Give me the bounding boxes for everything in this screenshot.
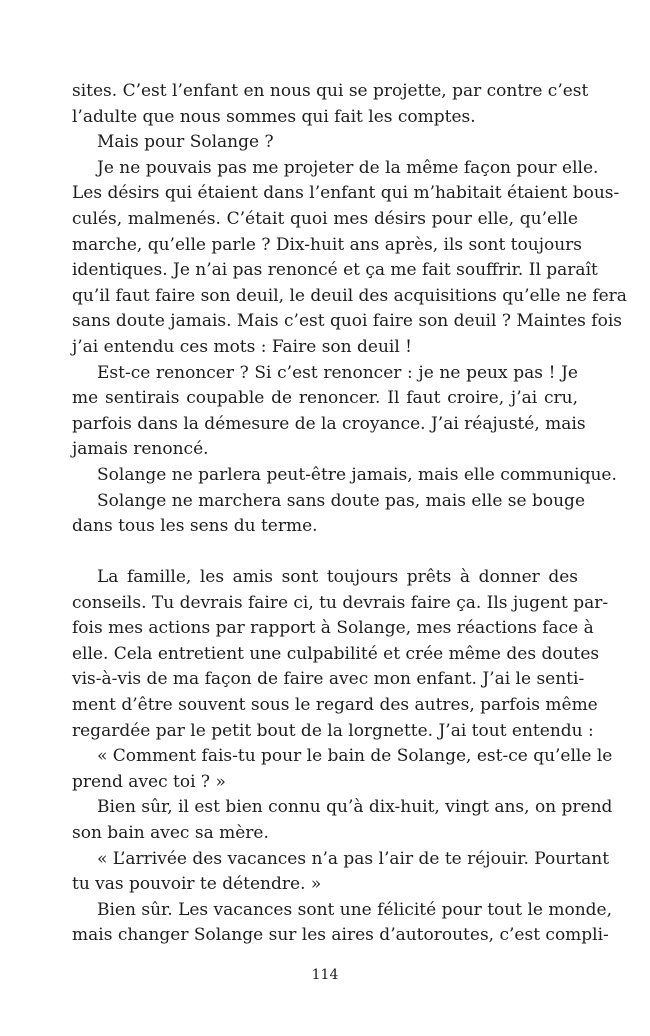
paragraph [72,795,613,846]
text-line: La famille, les amis sont toujours prêts à donner des [97,567,578,587]
text-line: sites. C’est l’enfant en nous qui se projette, par contre c’est [72,81,589,101]
text-line: regardée par le petit bout de la lorgnette. J’ai tout entendu : [72,720,594,741]
paragraph [72,156,627,361]
text-line: Les désirs qui étaient dans l’enfant qui m’habitait étaient bous- [72,183,620,204]
text-line: culés, malmenés. C’était quoi mes désirs pour elle, qu’elle [72,208,578,229]
text-line: l’adulte que nous sommes qui fait les comptes. [72,106,476,127]
text-line: Solange ne parlera peut-être jamais, mais elle communique. [97,464,617,485]
text-line: conseils. Tu devrais faire ci, tu devrais faire ça. Ils jugent par- [72,592,609,613]
text-line: mais changer Solange sur les aires d’autoroutes, c’est compli- [72,925,609,946]
text-line: elle. Cela entretient une culpabilité et crée même des doutes [72,643,600,664]
text-line: « Comment fais-tu pour le bain de Solange, est-ce qu’elle le [97,746,613,767]
text-line: son bain avec sa mère. [72,822,269,843]
paragraph [72,565,609,744]
text-line: Solange ne marchera sans doute pas, mais elle se bouge [97,490,586,511]
text-line: j’ai entendu ces mots : Faire son deuil ! [72,336,413,357]
paragraph [72,130,578,156]
text-line: identiques. Je n’ai pas renoncé et ça me fait souffrir. Il paraît [72,260,598,281]
paragraph [72,361,586,463]
text-block-lower [72,565,613,949]
text-line: Est-ce renoncer ? Si c’est renoncer : je ne peux pas ! Je [97,362,578,383]
paragraph [72,898,612,949]
text-line: Je ne pouvais pas me projeter de la même façon pour elle. [97,157,599,178]
paragraph [72,744,613,795]
text-line: Mais pour Solange ? [97,132,274,153]
text-line: sans doute jamais. Mais c’est quoi faire son deuil ? Maintes fois [72,311,622,332]
text-line: vis-à-vis de ma façon de faire avec mon enfant. J’ai le senti- [72,669,585,690]
text-block-upper [72,79,627,540]
text-line: fois mes actions par rapport à Solange, mes réactions face à [72,618,594,639]
page-number: 114 [311,967,339,983]
text-line: jamais renoncé. [72,439,209,460]
text-line: Bien sûr, il est bien connu qu’à dix-huit, vingt ans, on prend [97,797,613,818]
text-line: marche, qu’elle parle ? Dix-huit ans après, ils sont toujours [72,234,582,255]
text-line: tu vas pouvoir te détendre. » [72,874,322,895]
text-line: parfois dans la démesure de la croyance. J’ai réajusté, mais [72,413,586,434]
paragraph [72,79,589,130]
text-line: « L’arrivée des vacances n’a pas l’air de te réjouir. Pourtant [97,848,610,869]
text-line: dans tous les sens du terme. [72,516,318,537]
text-line: prend avec toi ? » [72,771,226,792]
text-line: qu’il faut faire son deuil, le deuil des acquisitions qu’elle ne fera [72,285,627,306]
paragraph [72,489,586,540]
paragraph [72,847,610,898]
paragraph [72,463,617,489]
text-line: Bien sûr. Les vacances sont une félicité pour tout le monde, [97,899,612,920]
text-line: ment d’être souvent sous le regard des autres, parfois même [72,694,598,715]
text-line: me sentirais coupable de renoncer. Il faut croire, j’ai cru, [72,388,578,409]
